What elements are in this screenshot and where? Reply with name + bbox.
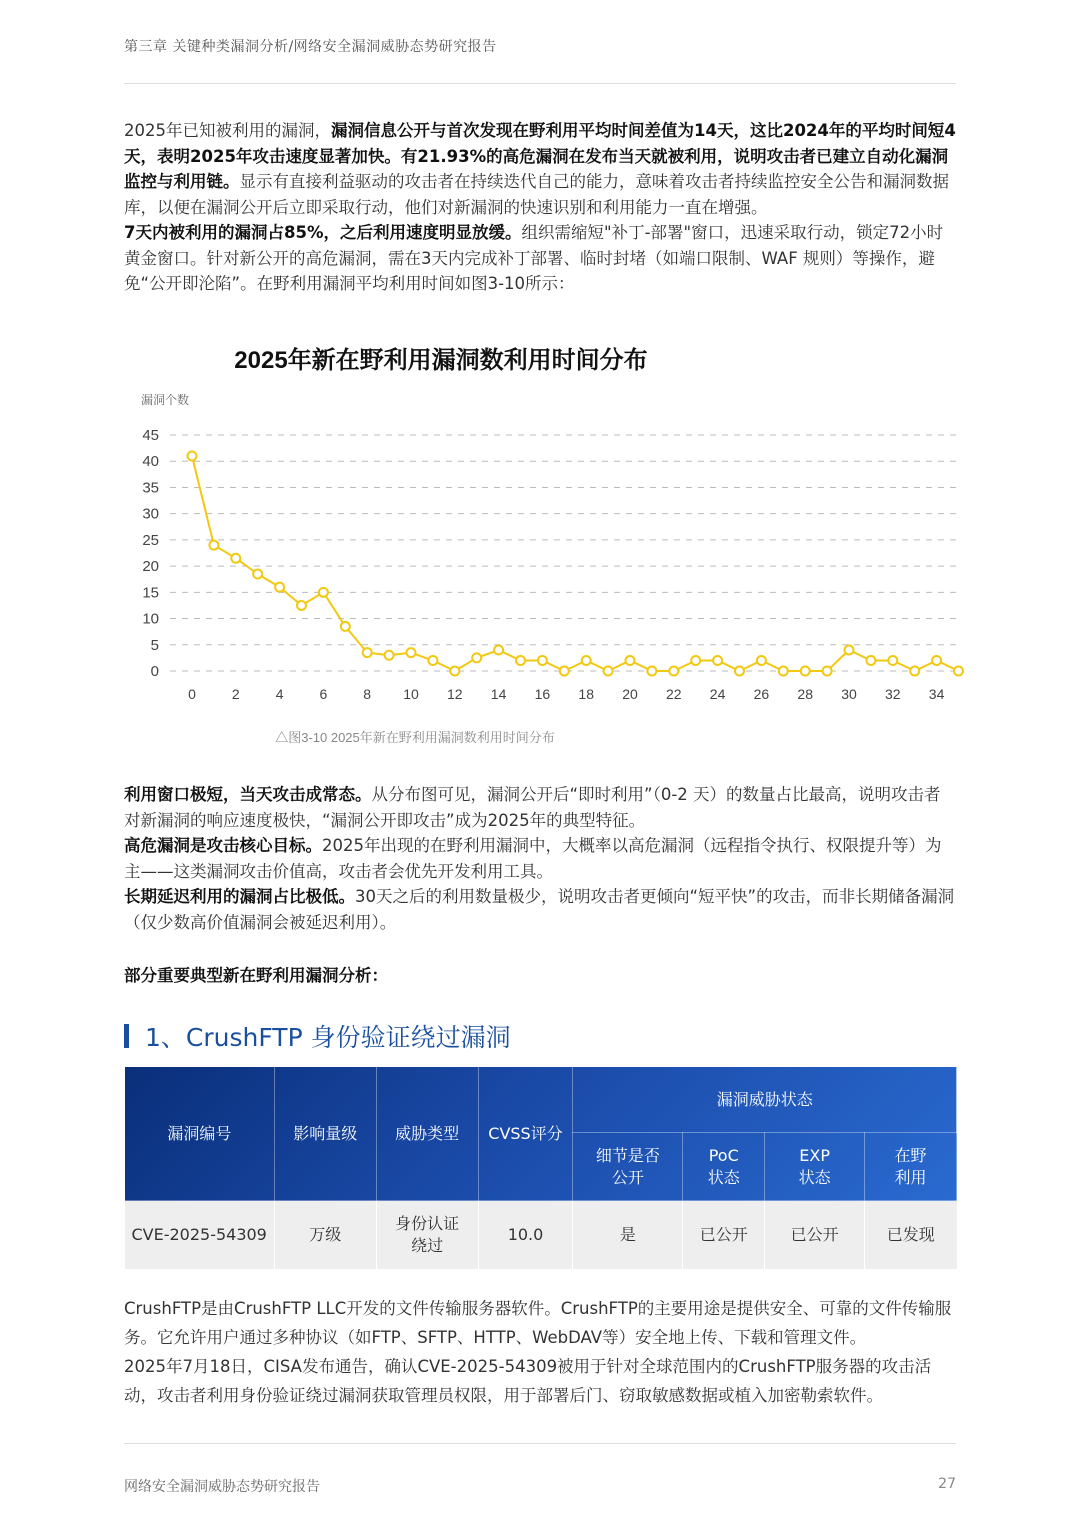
x-tick-label: 30 <box>841 686 857 702</box>
data-point <box>669 667 678 676</box>
x-tick-label: 12 <box>447 686 463 702</box>
x-tick-label: 20 <box>622 686 638 702</box>
chart-caption: △图3-10 2025年新在野利用漏洞数利用时间分布 <box>275 730 555 745</box>
cell-threat-type <box>376 1201 478 1269</box>
data-point <box>691 656 700 665</box>
y-tick-label: 30 <box>142 505 159 523</box>
chart-series-line <box>192 456 959 671</box>
y-tick-label: 40 <box>142 453 159 471</box>
intro-p2-bold: 7天内被利用的漏洞占85%，之后利用速度明显放缓。 <box>124 223 522 242</box>
th-exp <box>765 1133 865 1201</box>
data-point <box>582 656 591 665</box>
x-tick-label: 8 <box>363 686 372 702</box>
chart-gridlines <box>170 435 960 671</box>
data-point <box>319 588 328 597</box>
chart-y-label: 漏洞个数 <box>141 393 190 407</box>
analysis-p2-bold: 高危漏洞是攻击核心目标。 <box>124 836 322 855</box>
data-point <box>407 648 416 657</box>
cell-threat-type-line2: 绕过 <box>411 1235 444 1255</box>
analysis-subheading-block <box>124 963 956 989</box>
analysis-subheading: 部分重要典型新在野利用漏洞分析： <box>124 966 388 985</box>
data-point <box>560 667 569 676</box>
data-point <box>954 667 963 676</box>
x-tick-label: 16 <box>534 686 551 702</box>
chart-y-ticks <box>142 427 159 680</box>
data-point <box>428 656 437 665</box>
analysis-text <box>124 782 956 935</box>
intro-p1-lead: 2025年已知被利用的漏洞， <box>124 121 331 140</box>
cell-cvss: 10.0 <box>478 1201 573 1269</box>
exploit-time-chart <box>124 330 964 750</box>
analysis-p1-text: 从分布图可见，漏洞公开后“即时利用”（0-2 天）的数量占比最高，说明攻击者对新漏洞的响应速度极快，“漏洞公开即攻击”成为2025年的典型特征。 <box>124 785 941 830</box>
th-wild-line2: 利用 <box>894 1167 927 1187</box>
section-heading <box>124 1016 511 1056</box>
data-point <box>341 622 350 631</box>
analysis-p1-bold: 利用窗口极短，当天攻击成常态。 <box>124 785 372 804</box>
data-point <box>626 656 635 665</box>
data-point <box>363 648 372 657</box>
x-tick-label: 14 <box>490 686 507 702</box>
data-point <box>735 667 744 676</box>
data-point <box>757 656 766 665</box>
th-exp-line1: EXP <box>799 1145 830 1165</box>
cell-threat-type-line1: 身份认证 <box>395 1213 460 1233</box>
cell-impact: 万级 <box>274 1201 376 1269</box>
data-point <box>188 451 197 460</box>
vulnerability-table <box>124 1066 957 1269</box>
th-details-public-line1: 细节是否 <box>595 1145 660 1165</box>
footer-title: 网络安全漏洞威胁态势研究报告 <box>124 1479 320 1495</box>
description-paragraph-1: CrushFTP是由CrushFTP LLC开发的文件传输服务器软件。CrushFTP的主要用途是提供安全、可靠的文件传输服务。它允许用户通过多种协议（如FTP、SFTP、HTTP、WebDAV等）安全地上传、下载和管理文件。 <box>124 1299 952 1347</box>
section-title: 1、CrushFTP 身份验证绕过漏洞 <box>145 1023 511 1052</box>
th-threat-type: 威胁类型 <box>376 1067 478 1201</box>
analysis-p3-bold: 长期延迟利用的漏洞占比极低。 <box>124 887 355 906</box>
th-status-group: 漏洞威胁状态 <box>573 1067 957 1133</box>
table-header <box>125 1067 957 1201</box>
intro-paragraph-1 <box>124 118 956 220</box>
x-tick-label: 4 <box>275 686 284 702</box>
y-tick-label: 20 <box>142 558 159 576</box>
x-tick-label: 18 <box>578 686 594 702</box>
th-poc <box>683 1133 765 1201</box>
data-point <box>932 656 941 665</box>
y-tick-label: 25 <box>142 531 159 549</box>
data-point <box>713 656 722 665</box>
page-number: 27 <box>938 1476 956 1492</box>
intro-p1-tail: 显示有直接利益驱动的攻击者在持续迭代自己的能力，意味着攻击者持续监控安全公告和漏洞数据库，以便在漏洞公开后立即采取行动，他们对新漏洞的快速识别和利用能力一直在增强。 <box>124 172 949 217</box>
intro-text <box>124 118 956 297</box>
cell-id: CVE-2025-54309 <box>125 1201 275 1269</box>
x-tick-label: 26 <box>753 686 770 702</box>
intro-p2-text: 组织需缩短"补丁-部署"窗口，迅速采取行动，锁定72小时黄金窗口。针对新公开的高危漏洞，需在3天内完成补丁部署、临时封堵（如端口限制、WAF 规则）等操作，避免“公开即沦陷”。在野利用漏洞平均利用时间如图3-10所示： <box>124 223 944 293</box>
th-cvss: CVSS评分 <box>478 1067 573 1201</box>
th-id: 漏洞编号 <box>125 1067 275 1201</box>
analysis-p3-text: 30天之后的利用数量极少，说明攻击者更倾向“短平快”的攻击，而非长期储备漏洞（仅少数高价值漏洞会被延迟利用）。 <box>124 887 955 932</box>
data-point <box>494 646 503 655</box>
th-exp-line2: 状态 <box>798 1167 831 1187</box>
data-point <box>231 554 240 563</box>
data-point <box>385 651 394 660</box>
y-tick-label: 5 <box>150 636 159 654</box>
th-wild <box>865 1133 957 1201</box>
description-paragraph-2: 2025年7月18日，CISA发布通告，确认CVE-2025-54309被用于针对全球范围内的CrushFTP服务器的攻击活动，攻击者利用身份验证绕过漏洞获取管理员权限，用于部署后门、窃取敏感数据或植入加密勒索软件。 <box>124 1357 932 1405</box>
th-impact: 影响量级 <box>274 1067 376 1201</box>
chart-points <box>188 451 964 675</box>
x-tick-label: 6 <box>319 686 328 702</box>
data-point <box>801 667 810 676</box>
x-tick-label: 10 <box>403 686 419 702</box>
chart-title: 2025年新在野利用漏洞数利用时间分布 <box>234 347 648 374</box>
y-tick-label: 35 <box>142 479 159 497</box>
y-tick-label: 10 <box>142 610 159 628</box>
footer-divider <box>124 1443 956 1444</box>
x-tick-label: 0 <box>188 686 196 702</box>
data-point <box>910 667 919 676</box>
table-row <box>125 1201 957 1269</box>
data-point <box>866 656 875 665</box>
x-tick-label: 28 <box>797 686 813 702</box>
data-point <box>779 667 788 676</box>
data-point <box>297 601 306 610</box>
heading-accent-bar <box>124 1024 129 1048</box>
y-tick-label: 15 <box>142 584 159 602</box>
data-point <box>516 656 525 665</box>
description-text <box>124 1294 956 1410</box>
analysis-paragraph-2 <box>124 833 956 884</box>
data-point <box>472 653 481 662</box>
th-wild-line1: 在野 <box>894 1145 927 1165</box>
data-point <box>538 656 547 665</box>
cell-exp: 已公开 <box>765 1201 865 1269</box>
data-point <box>888 656 897 665</box>
analysis-p2-text: 2025年出现的在野利用漏洞中，大概率以高危漏洞（远程指令执行、权限提升等）为主——这类漏洞攻击价值高，攻击者会优先开发利用工具。 <box>124 836 942 881</box>
x-tick-label: 24 <box>709 686 726 702</box>
data-point <box>209 541 218 550</box>
analysis-paragraph-3 <box>124 884 956 935</box>
page-header: 第三章 关键种类漏洞分析/网络安全漏洞威胁态势研究报告 <box>124 39 497 55</box>
analysis-paragraph-1 <box>124 782 956 833</box>
header-divider <box>124 83 956 84</box>
x-tick-label: 34 <box>928 686 945 702</box>
th-details-public-line2: 公开 <box>611 1167 644 1187</box>
series-line <box>192 456 959 671</box>
chart-x-ticks <box>188 686 944 702</box>
cell-details-public: 是 <box>573 1201 683 1269</box>
y-tick-label: 0 <box>150 663 159 680</box>
x-tick-label: 2 <box>231 686 240 702</box>
data-point <box>845 646 854 655</box>
data-point <box>604 667 613 676</box>
intro-p1-bold: 漏洞信息公开与首次发现在野利用平均时间差值为14天，这比2024年的平均时间短4天，表明2025年攻击速度显著加快。有21.93%的高危漏洞在发布当天就被利用，说明攻击者已建立自动化漏洞监控与利用链。 <box>124 121 956 191</box>
cell-wild: 已发现 <box>865 1201 957 1269</box>
data-point <box>823 667 832 676</box>
data-point <box>647 667 656 676</box>
th-details-public <box>573 1133 683 1201</box>
x-tick-label: 22 <box>666 686 682 702</box>
x-tick-label: 32 <box>885 686 901 702</box>
th-poc-line1: PoC <box>708 1145 739 1165</box>
cell-poc: 已公开 <box>683 1201 765 1269</box>
chart-canvas <box>124 330 964 750</box>
th-poc-line2: 状态 <box>707 1167 740 1187</box>
intro-paragraph-2 <box>124 220 956 297</box>
data-point <box>253 569 262 578</box>
y-tick-label: 45 <box>142 427 159 444</box>
data-point <box>275 583 284 592</box>
data-point <box>450 667 459 676</box>
